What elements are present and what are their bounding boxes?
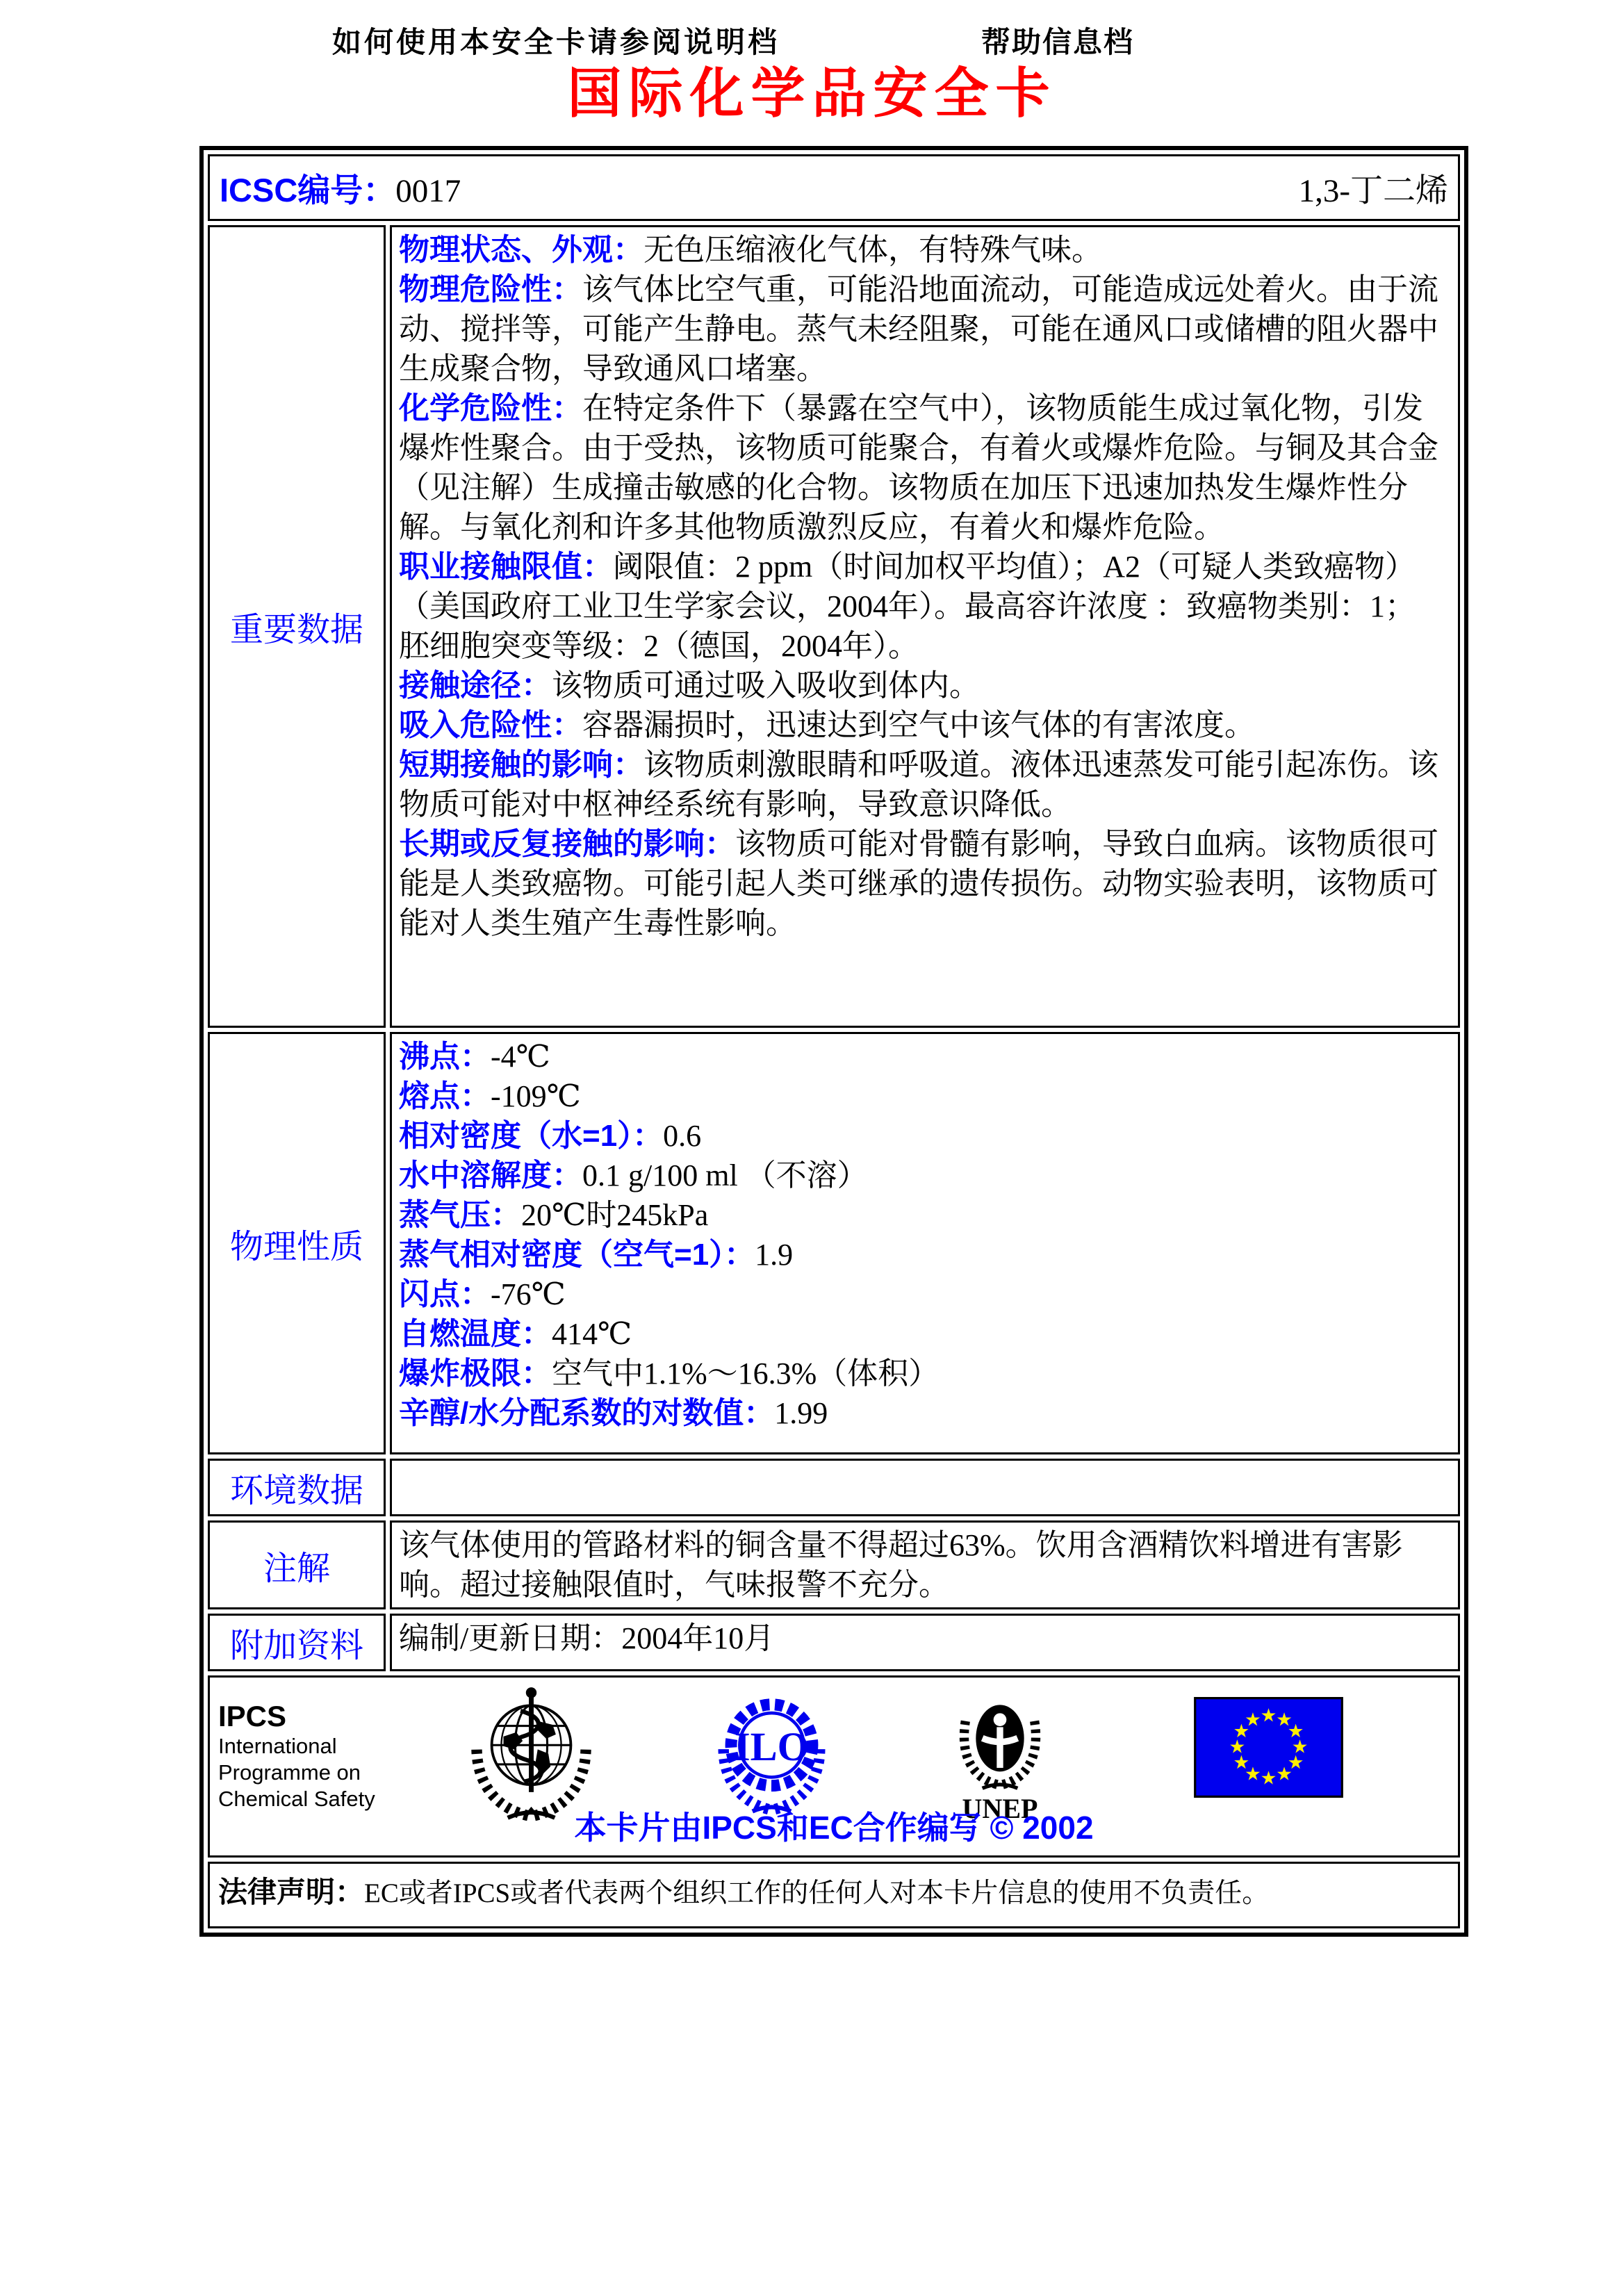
physical-properties-content — [390, 1032, 1460, 1454]
ipcs-acronym: IPCS — [218, 1700, 287, 1732]
unep-letters: UNEP — [962, 1793, 1038, 1824]
important-data-item — [399, 745, 1445, 824]
important-data-item — [399, 388, 1445, 547]
important-data-item — [399, 666, 1445, 705]
prop-label: 爆炸极限： — [399, 1356, 552, 1391]
item-text: 该物质可通过吸入吸收到体内。 — [552, 669, 980, 703]
icsc-card-table — [199, 146, 1468, 1937]
important-data-item — [399, 705, 1445, 745]
physical-property — [399, 1235, 1445, 1274]
item-label: 物理状态、外观： — [399, 233, 643, 267]
physical-property — [399, 1037, 1445, 1076]
legal-label: 法律声明： — [218, 1876, 365, 1908]
header-row — [208, 154, 1460, 221]
credit-line — [210, 1803, 1458, 1848]
footer-row — [208, 1675, 1460, 1858]
eu-flag-icon — [1194, 1697, 1343, 1798]
prop-label: 辛醇/水分配系数的对数值： — [399, 1396, 775, 1430]
physical-property — [399, 1156, 1445, 1195]
physical-properties-row — [208, 1032, 1460, 1454]
clipped-top-header — [0, 26, 1624, 60]
who-logo-icon — [467, 1683, 596, 1822]
item-label: 短期接触的影响： — [399, 748, 643, 782]
item-label: 职业接触限值： — [399, 550, 613, 584]
item-label: 吸入危险性： — [399, 708, 582, 742]
prop-value: 414℃ — [552, 1317, 632, 1351]
icsc-number-group — [220, 165, 461, 211]
prop-value: 1.99 — [774, 1396, 828, 1430]
row-label-physical-properties: 物理性质 — [208, 1032, 386, 1454]
physical-property — [399, 1354, 1445, 1393]
row-label-additional-info: 附加资料 — [208, 1614, 386, 1671]
physical-property — [399, 1195, 1445, 1235]
additional-info-content: 编制/更新日期：2004年10月 — [390, 1614, 1460, 1671]
ilo-letters: ILO — [734, 1723, 810, 1769]
prop-value: 0.6 — [663, 1119, 702, 1153]
prop-label: 自燃温度： — [399, 1317, 552, 1351]
additional-info-row — [208, 1614, 1460, 1671]
prop-label: 水中溶解度： — [399, 1158, 582, 1192]
prop-value: -76℃ — [491, 1277, 566, 1311]
important-data-content — [390, 225, 1460, 1028]
item-text: 该气体比空气重，可能沿地面流动，可能造成远处着火。由于流动、搅拌等，可能产生静电。蒸气未经阻聚，可能在通风口或储槽的阻火器中生成聚合物，导致通风口堵塞。 — [399, 272, 1438, 386]
prop-value: -109℃ — [491, 1079, 581, 1113]
prop-value: 空气中1.1%～16.3%（体积） — [552, 1356, 940, 1391]
environmental-data-row — [208, 1459, 1460, 1516]
item-text: 该物质刺激眼睛和呼吸道。液体迅速蒸发可能引起冻伤。该物质可能对中枢神经系统有影响，导致意识降低。 — [399, 748, 1438, 821]
physical-property — [399, 1116, 1445, 1156]
prop-label: 蒸气相对密度（空气=1）： — [399, 1238, 755, 1272]
footer-cell — [208, 1675, 1460, 1858]
ipcs-text-block — [218, 1700, 375, 1812]
ipcs-line: Chemical Safety — [218, 1787, 375, 1811]
environmental-data-content — [390, 1459, 1460, 1516]
notes-content: 该气体使用的管路材料的铜含量不得超过63%。饮用含酒精饮料增进有害影响。超过接触限值时，气味报警不充分。 — [390, 1520, 1460, 1609]
physical-property — [399, 1076, 1445, 1116]
physical-property — [399, 1274, 1445, 1314]
important-data-item — [399, 824, 1445, 943]
prop-value: -4℃ — [491, 1040, 550, 1074]
row-label-notes: 注解 — [208, 1520, 386, 1609]
icsc-number-value: 0017 — [395, 172, 461, 209]
header-cell — [208, 154, 1460, 221]
important-data-item — [399, 230, 1445, 270]
chemical-name: 1,3-丁二烯 — [1298, 172, 1448, 209]
copyright-text: © 2002 — [990, 1810, 1094, 1846]
prop-label: 闪点： — [399, 1277, 491, 1311]
important-data-row — [208, 225, 1460, 1028]
clipped-top-text-right: 帮助信息档 — [981, 26, 1135, 58]
notes-row — [208, 1520, 1460, 1609]
item-label: 长期或反复接触的影响： — [399, 827, 735, 861]
ipcs-line: International — [218, 1734, 337, 1758]
physical-property — [399, 1393, 1445, 1433]
item-text: 在特定条件下（暴露在空气中），该物质能生成过氧化物，引发爆炸性聚合。由于受热，该物质可能聚合，有着火或爆炸危险。与铜及其合金（见注解）生成撞击敏感的化合物。该物质在加压下迅速加热发生爆炸性分解。与氧化剂和许多其他物质激烈反应，有着火和爆炸危险。 — [399, 391, 1438, 544]
row-label-important-data: 重要数据 — [208, 225, 386, 1028]
legal-text: EC或者IPCS或者代表两个组织工作的任何人对本卡片信息的使用不负责任。 — [364, 1878, 1270, 1908]
item-text: 该物质可能对骨髓有影响，导致白血病。该物质很可能是人类致癌物。可能引起人类可继承的遗传损伤。动物实验表明，该物质可能对人类生殖产生毒性影响。 — [399, 827, 1438, 940]
important-data-item — [399, 270, 1445, 388]
item-label: 物理危险性： — [399, 272, 582, 306]
prop-label: 相对密度（水=1）： — [399, 1119, 664, 1153]
item-text: 无色压缩液化气体，有特殊气味。 — [643, 233, 1102, 267]
prop-value: 0.1 g/100 ml （不溶） — [582, 1158, 868, 1192]
item-text: 容器漏损时，迅速达到空气中该气体的有害浓度。 — [582, 708, 1255, 742]
ilo-logo-icon — [707, 1683, 836, 1822]
page-title: 国际化学品安全卡 — [567, 63, 1057, 124]
prop-label: 沸点： — [399, 1040, 491, 1074]
legal-cell — [208, 1862, 1460, 1928]
clipped-top-text-left: 如何使用本安全卡请参阅说明档 — [332, 26, 780, 58]
prop-value: 1.9 — [755, 1238, 794, 1272]
prop-label: 蒸气压： — [399, 1198, 521, 1232]
physical-property — [399, 1314, 1445, 1354]
icsc-number-label: ICSC编号： — [220, 171, 396, 208]
row-label-environmental-data: 环境数据 — [208, 1459, 386, 1516]
ipcs-line: Programme on — [218, 1760, 361, 1785]
prop-value: 20℃时245kPa — [521, 1198, 709, 1232]
item-label: 接触途径： — [399, 669, 552, 703]
credit-text: 本卡片由IPCS和EC合作编写 — [574, 1810, 981, 1846]
important-data-item — [399, 547, 1445, 666]
item-label: 化学危险性： — [399, 391, 582, 425]
prop-label: 熔点： — [399, 1079, 491, 1113]
item-text: 阈限值：2 ppm（时间加权平均值）；A2（可疑人类致癌物）（美国政府工业卫生学家会议，2004年）。最高容许浓度 ：致癌物类别：1；胚细胞突变等级：2（德国，2004年）。 — [399, 550, 1416, 663]
legal-row — [208, 1862, 1460, 1928]
